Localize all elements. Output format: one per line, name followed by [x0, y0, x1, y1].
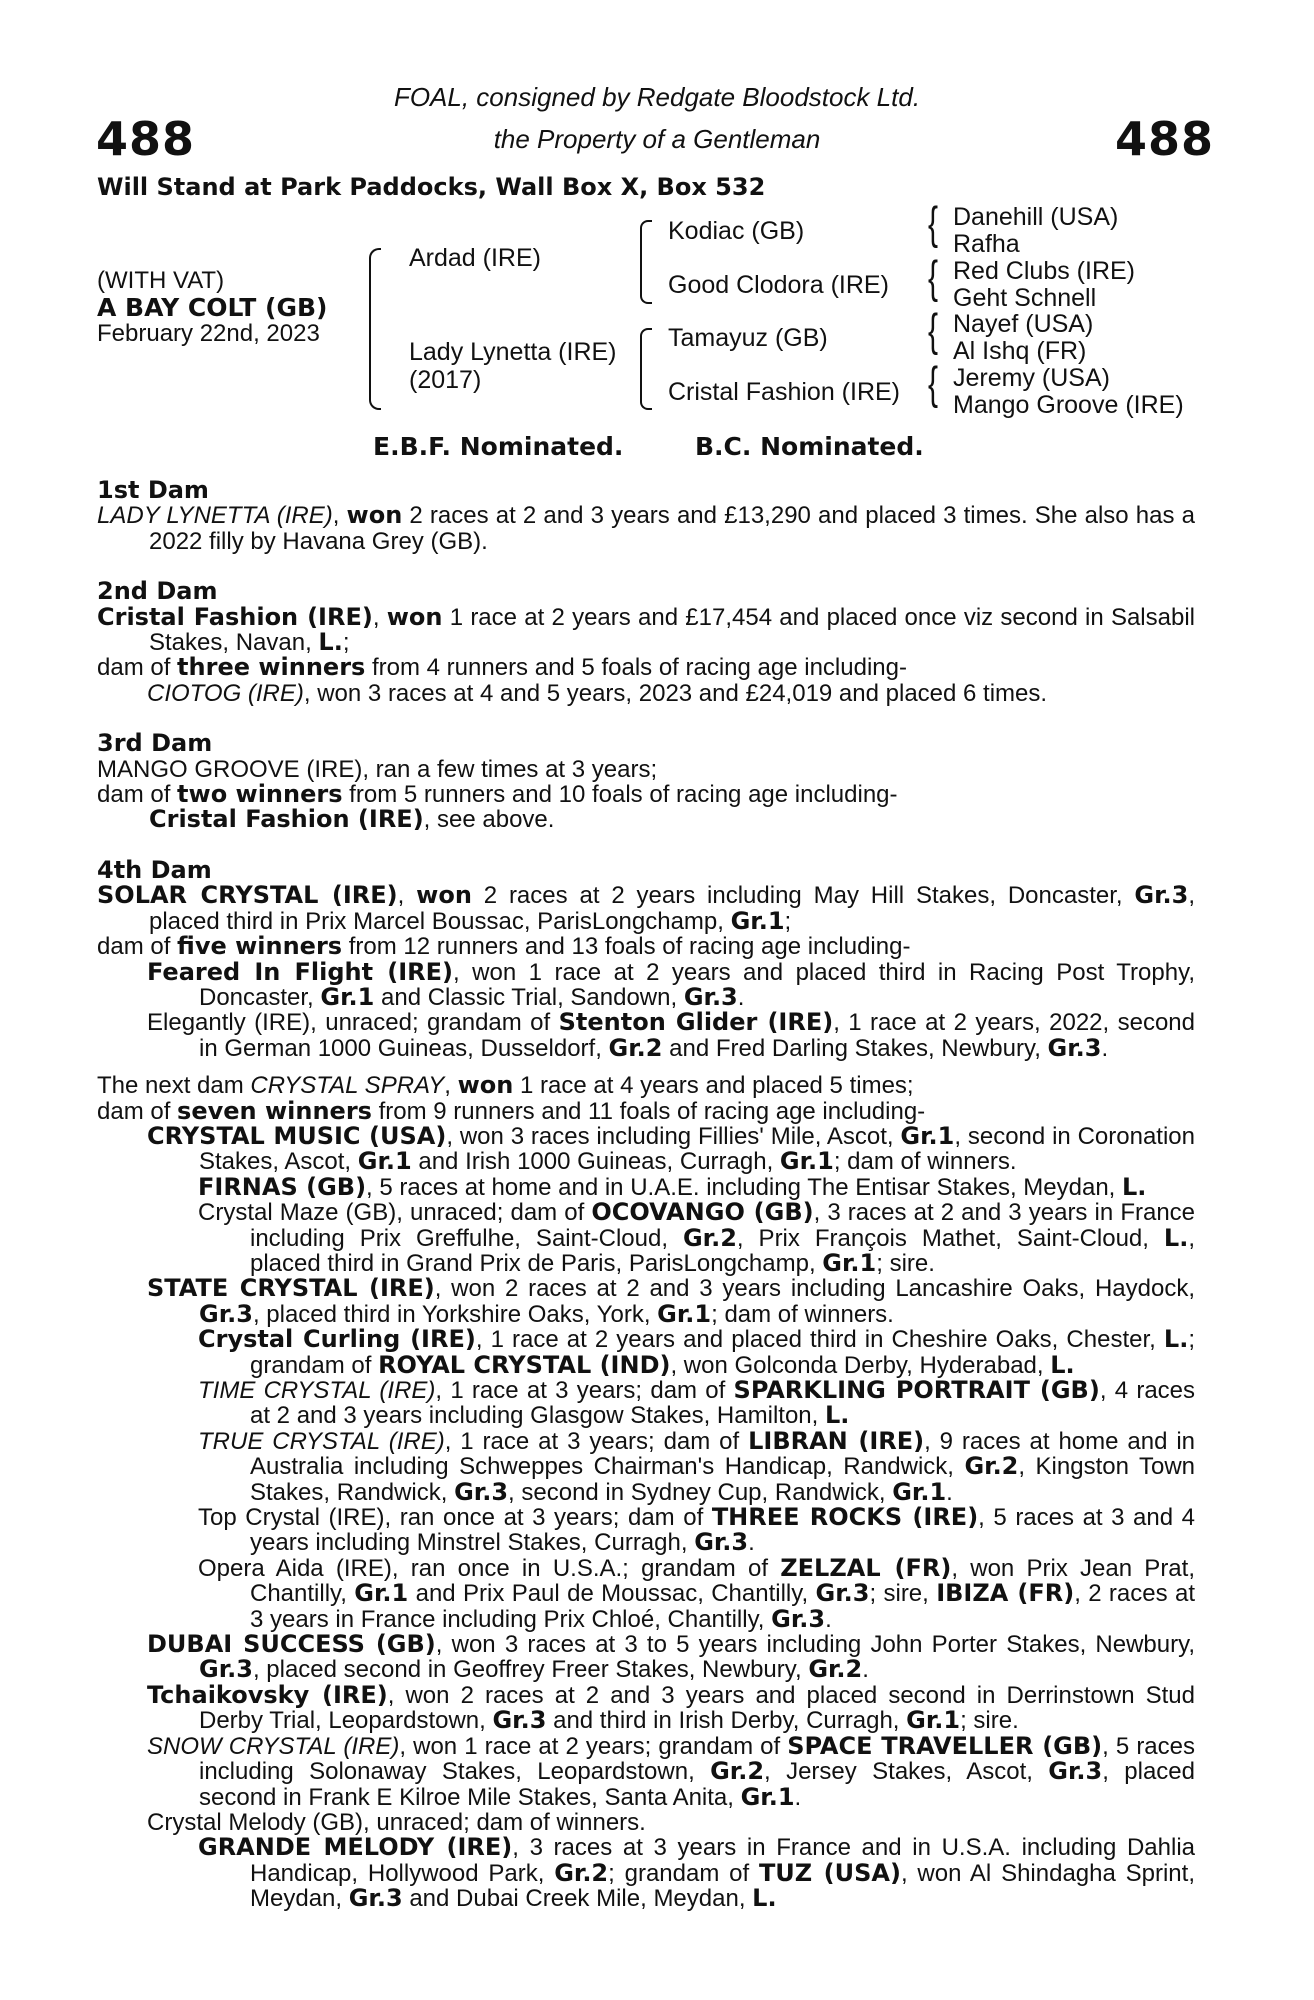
gen3-5: Nayef (USA): [953, 310, 1094, 338]
produce-entry: Crystal Melody (GB), unraced; dam of winners.: [147, 1808, 646, 1836]
section-heading: 4th Dam: [97, 855, 212, 884]
gen3-1: Danehill (USA): [953, 203, 1119, 231]
produce-entry: Feared In Flight (IRE), won 1 race at 2 years and placed third in Racing Post Trophy, Doncaster, Gr.1 and Classic Trial, Sandown, Gr.3.: [147, 957, 1195, 1011]
produce-line: dam of seven winners from 9 runners and 11 foals of racing age including-: [97, 1096, 926, 1125]
produce-entry: TRUE CRYSTAL (IRE), 1 race at 3 years; dam of LIBRAN (IRE), 9 races at home and in Australia including Schweppes Chairman's Handicap, Randwick, Gr.2, Kingston Town Stakes, Randwick, Gr.3, second in Sydney Cup, Randwick, Gr.1.: [198, 1426, 1196, 1506]
dam-entry: MANGO GROOVE (IRE), ran a few times at 3 years;: [97, 755, 658, 783]
pedigree-brace-g1: {: [928, 199, 939, 249]
pedigree-brace-g3: {: [928, 306, 939, 356]
produce-entry: Tchaikovsky (IRE), won 2 races at 2 and 3 years and placed second in Derrinstown Stud Derby Trial, Leopardstown, Gr.3 and third in Irish Derby, Curragh, Gr.1; sire.: [147, 1680, 1195, 1735]
section-heading: 1st Dam: [97, 476, 209, 504]
dam-entry: The next dam CRYSTAL SPRAY, won 1 race at 4 years and placed 5 times;: [97, 1071, 914, 1100]
pedigree-brace-sire: [640, 220, 652, 304]
dam-entry: SOLAR CRYSTAL (IRE), won 2 races at 2 years including May Hill Stakes, Doncaster, Gr.3, placed third in Prix Marcel Boussac, ParisLongchamp, Gr.1;: [97, 881, 1195, 935]
vat-label: (WITH VAT): [97, 267, 225, 294]
lot-number-right: 488: [1115, 112, 1215, 166]
sire-dam: Good Clodora (IRE): [668, 271, 889, 299]
produce-entry: TIME CRYSTAL (IRE), 1 race at 3 years; dam of SPARKLING PORTRAIT (GB), 4 races at 2 and 3 years including Glasgow Stakes, Hamilton, L.: [198, 1376, 1196, 1430]
ebf-nominated: E.B.F. Nominated.: [373, 432, 624, 461]
produce-entry: FIRNAS (GB), 5 races at home and in U.A.E. including The Entisar Stakes, Meydan, L.: [198, 1172, 1147, 1201]
consignor-line: FOAL, consigned by Redgate Bloodstock Ltd.: [393, 82, 921, 112]
dam-sire: Tamayuz (GB): [668, 324, 828, 352]
bc-nominated: B.C. Nominated.: [695, 432, 924, 461]
produce-line: dam of five winners from 12 runners and 13 foals of racing age including-: [97, 932, 911, 961]
subject-name: A BAY COLT (GB): [97, 293, 328, 322]
gen3-4: Geht Schnell: [953, 284, 1097, 312]
gen3-6: Al Ishq (FR): [953, 337, 1087, 365]
pedigree-brace-dam: [640, 328, 652, 410]
gen3-3: Red Clubs (IRE): [953, 257, 1135, 285]
dam-dam: Cristal Fashion (IRE): [668, 378, 900, 406]
produce-entry: Cristal Fashion (IRE), see above.: [149, 805, 555, 834]
gen3-2: Rafha: [953, 230, 1020, 258]
produce-entry: DUBAI SUCCESS (GB), won 3 races at 3 to 5 years including John Porter Stakes, Newbury, Gr.3, placed second in Geoffrey Freer Stakes, Newbury, Gr.2.: [147, 1630, 1196, 1684]
produce-entry: Elegantly (IRE), unraced; grandam of Stenton Glider (IRE), 1 race at 2 years, 2022, second in German 1000 Guineas, Dusseldorf, Gr.2 and Fred Darling Stakes, Newbury, Gr.3.: [147, 1008, 1195, 1062]
dam-name: Lady Lynetta (IRE): [409, 338, 617, 366]
produce-entry: GRANDE MELODY (IRE), 3 races at 3 years in France and in U.S.A. including Dahlia Handicap, Hollywood Park, Gr.2; grandam of TUZ (USA), won Al Shindagha Sprint, Meydan, Gr.3 and Dubai Creek Mile, Meydan, L.: [198, 1833, 1196, 1913]
sire-name: Ardad (IRE): [409, 244, 541, 272]
pedigree-brace-g4: {: [928, 359, 939, 409]
produce-entry: STATE CRYSTAL (IRE), won 2 races at 2 and 3 years including Lancashire Oaks, Haydock, Gr.3, placed third in Yorkshire Oaks, York, Gr.1; dam of winners.: [147, 1274, 1196, 1328]
gen3-8: Mango Groove (IRE): [953, 391, 1184, 419]
produce-entry: SNOW CRYSTAL (IRE), won 1 race at 2 years; grandam of SPACE TRAVELLER (GB), 5 races including Solonaway Stakes, Leopardstown, Gr.2, Jersey Stakes, Ascot, Gr.3, placed second in Frank E Kilroe Mile Stakes, Santa Anita, Gr.1.: [147, 1731, 1196, 1811]
catalogue-text: [97, 478, 1195, 1912]
produce-line: dam of three winners from 4 runners and 5 foals of racing age including-: [97, 653, 907, 682]
sire-sire: Kodiac (GB): [668, 217, 805, 245]
produce-entry: CIOTOG (IRE), won 3 races at 4 and 5 years, 2023 and £24,019 and placed 6 times.: [147, 679, 1048, 707]
section-heading: 3rd Dam: [97, 729, 213, 758]
dam-entry: LADY LYNETTA (IRE), won 2 races at 2 and 3 years and £13,290 and placed 3 times. She also has a 2022 filly by Havana Grey (GB).: [97, 501, 1195, 555]
gen3-7: Jeremy (USA): [953, 364, 1110, 392]
lot-number-left: 488: [96, 112, 196, 166]
produce-entry: Crystal Maze (GB), unraced; dam of OCOVANGO (GB), 3 races at 2 and 3 years in France including Prix Greffulhe, Saint-Cloud, Gr.2, Prix François Mathet, Saint-Cloud, L., placed third in Grand Prix de Paris, ParisLongchamp, Gr.1; sire.: [198, 1198, 1196, 1277]
produce-entry: Top Crystal (IRE), ran once at 3 years; dam of THREE ROCKS (IRE), 5 races at 3 and 4 years including Minstrel Stakes, Curragh, Gr.3.: [198, 1503, 1196, 1557]
produce-line: dam of two winners from 5 runners and 10 foals of racing age including-: [97, 780, 898, 809]
pedigree-brace-g2: {: [928, 253, 939, 303]
subject-dob: February 22nd, 2023: [97, 320, 320, 347]
stand-location: Will Stand at Park Paddocks, Wall Box X, Box 532: [97, 173, 766, 201]
produce-entry: Opera Aida (IRE), ran once in U.S.A.; grandam of ZELZAL (FR), won Prix Jean Prat, Chantilly, Gr.1 and Prix Paul de Moussac, Chantilly, Gr.3; sire, IBIZA (FR), 2 races at 3 years in France including Prix Chloé, Chantilly, Gr.3.: [198, 1553, 1195, 1633]
produce-entry: CRYSTAL MUSIC (USA), won 3 races including Fillies' Mile, Ascot, Gr.1, second in Coronation Stakes, Ascot, Gr.1 and Irish 1000 Guineas, Curragh, Gr.1; dam of winners.: [147, 1121, 1196, 1176]
produce-entry: Crystal Curling (IRE), 1 race at 2 years and placed third in Cheshire Oaks, Chester, L.; grandam of ROYAL CRYSTAL (IND), won Golconda Derby, Hyderabad, L.: [198, 1325, 1195, 1379]
section-heading: 2nd Dam: [97, 577, 218, 606]
dam-entry: Cristal Fashion (IRE), won 1 race at 2 years and £17,454 and placed once viz second in Salsabil Stakes, Navan, L.;: [97, 602, 1195, 657]
pedigree-brace-main: [369, 248, 381, 410]
dam-year: (2017): [409, 366, 482, 394]
property-line: the Property of a Gentleman: [493, 124, 821, 154]
